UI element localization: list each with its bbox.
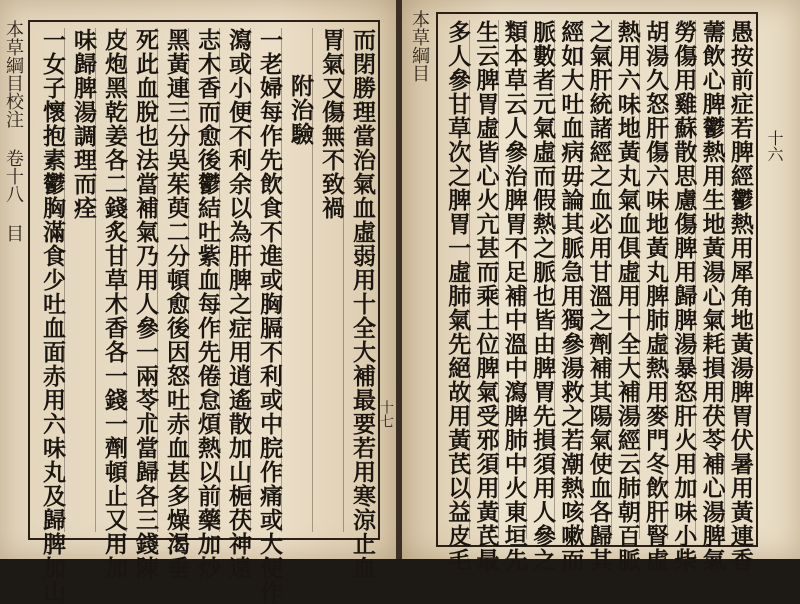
right-column-4: 胡湯久怒肝傷六味地黃丸脾肺虛熱用麥門冬飲肝腎虛 [639, 20, 667, 539]
right-column-8: 脈數者元氣虛而假熱之脈也皆由脾胃先損須用人參之 [526, 20, 554, 539]
left-column-3: 附治驗 [281, 28, 312, 532]
right-page [402, 0, 800, 572]
right-column-11: 多人參甘草次之脾胃一虛肺氣先絕故用黃芪以益皮毛 [444, 20, 472, 572]
left-column-9: 皮炮黑乾姜各二錢炙甘草木香各一錢一劑頓止又用加 [95, 28, 126, 532]
left-column-7: 黑黃連三分吳茱萸二分頓愈後因怒吐赤血甚多燥渴垂 [157, 28, 188, 532]
left-page [0, 0, 396, 604]
left-column-1: 而閉勝理當治氣血虛弱用十全大補最要若用寒涼止血 [343, 28, 374, 532]
left-column-5: 瀉或小便不利余以為肝脾之症用逍遙散加山梔茯神遠 [219, 28, 250, 532]
right-column-9: 類本草云人參治脾胃不足補中溫中瀉脾肺中火東垣先 [498, 20, 526, 539]
left-column-8: 死此血脫也法當補氣乃用人參一兩苓朮當歸各三錢陳 [126, 28, 157, 532]
right-column-10: 生云脾胃虛皆心火亢甚而乘土位脾氣受邪須用黃芪最 [469, 20, 497, 539]
right-spine-label: 本草綱目 [409, 10, 430, 82]
left-column-11: 一女子懷抱素鬱胸滿食少吐血面赤用六味丸及歸脾加山 [39, 28, 66, 604]
right-columns [438, 14, 756, 572]
right-column-1: 愚按前症若脾經鬱熱用犀角地黃湯脾胃伏暑用黃連香 [724, 20, 752, 539]
left-columns [30, 22, 378, 604]
right-column-2: 薷飲心脾鬱熱用生地黃湯心氣耗損用茯苓補心湯脾氣 [695, 20, 723, 539]
right-column-3: 勞傷用雞蘇散思慮傷脾用歸脾湯暴怒肝火用加味小柴 [667, 20, 695, 539]
left-column-2: 胃氣又傷無不致禍 [312, 28, 343, 532]
left-text-frame [28, 20, 380, 604]
left-column-6: 志木香而愈後鬱結吐紫血每作先倦怠煩熱以前藥加炒 [188, 28, 219, 532]
left-outer-margin-title: 本草綱目校注 卷十八 目 [3, 20, 24, 242]
left-column-4: 一老婦每作先飲食不進或胸膈不利或中脘作痛或大便作 [250, 28, 281, 532]
right-folio-number: 十六 [765, 130, 784, 162]
left-column-10: 味歸脾湯調理而痊 [64, 28, 95, 532]
left-folio-number: 十七 [378, 400, 394, 428]
right-text-frame [436, 12, 758, 572]
right-column-5: 熱用六味地黃丸氣血俱虛用十全大補湯經云肺朝百脈 [611, 20, 639, 539]
right-column-6: 之氣肝統諸經之血必用甘溫之劑補其陽氣使血各歸其 [582, 20, 610, 539]
right-column-7: 經如大吐血病毋論其脈急用獨參湯救之若潮熱咳嗽而 [554, 20, 582, 539]
